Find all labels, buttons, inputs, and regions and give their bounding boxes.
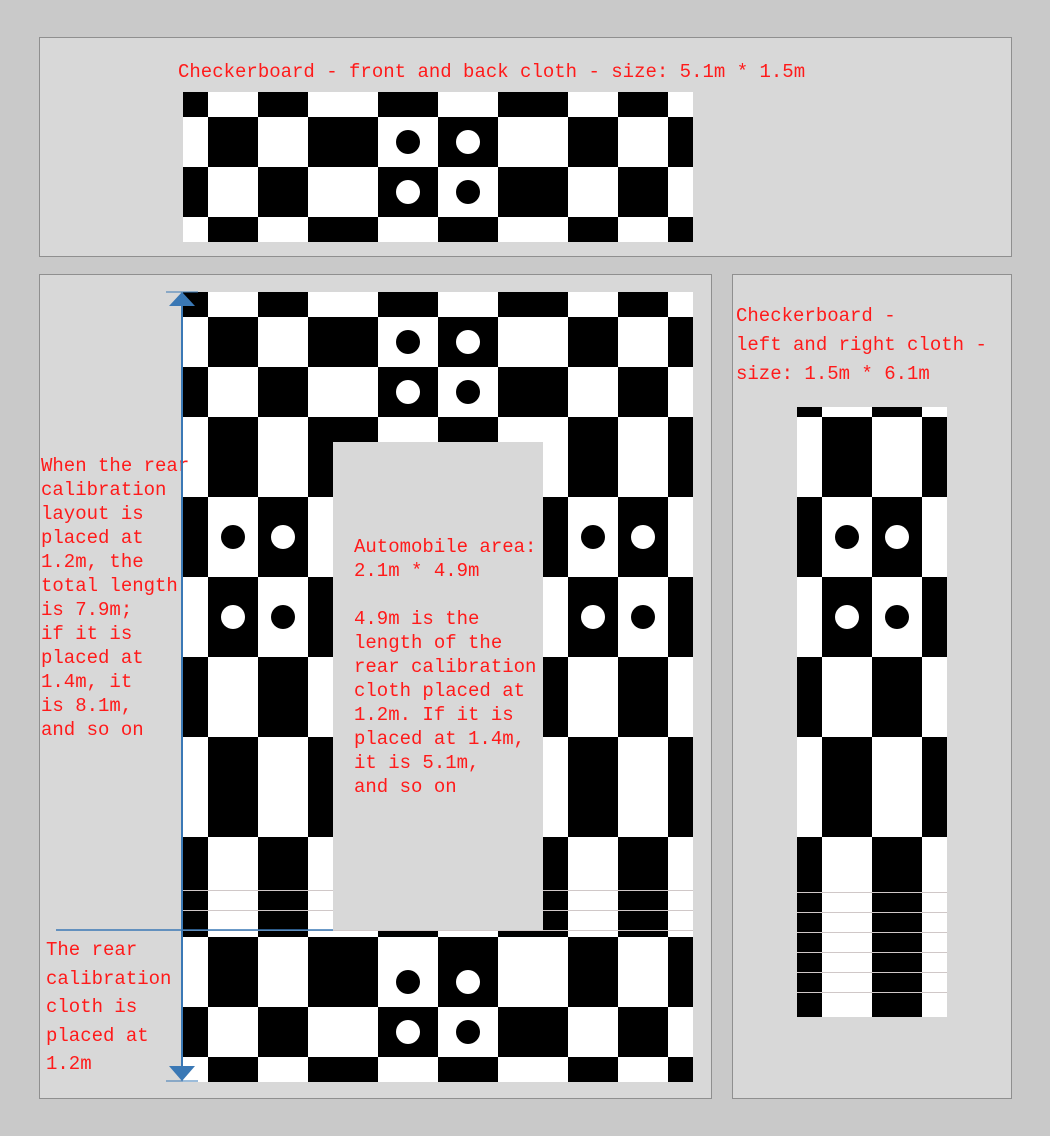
left-right-checkerboard <box>797 407 947 1017</box>
checker-square <box>922 577 947 657</box>
checker-square <box>822 417 872 497</box>
total-length-note: When the rear calibration layout is placed at 1.2m, the total length is 7.9m; if it is placed at 1.4m, it is 8.1m, and so on <box>41 455 190 741</box>
checker-square <box>872 407 922 417</box>
guide-line <box>797 952 947 953</box>
guide-line <box>797 892 947 893</box>
guide-line <box>797 932 947 933</box>
guide-line <box>797 912 947 913</box>
checker-square <box>797 407 822 417</box>
calibration-circle <box>835 525 859 549</box>
checker-square <box>797 837 822 1017</box>
guide-line <box>797 972 947 973</box>
checker-square <box>922 417 947 497</box>
calibration-circle <box>885 605 909 629</box>
checker-square <box>922 737 947 837</box>
rear-cloth-position-note: The rear calibration cloth is placed at 1.2m <box>46 939 172 1075</box>
checker-square <box>872 837 922 1017</box>
calibration-circle <box>885 525 909 549</box>
calibration-circle <box>835 605 859 629</box>
front-back-cloth-title: Checkerboard - front and back cloth - size: 5.1m * 1.5m <box>178 61 806 83</box>
checker-square <box>797 497 822 577</box>
checker-square <box>872 657 922 737</box>
checker-square <box>822 737 872 837</box>
guide-line <box>797 992 947 993</box>
checker-square <box>797 657 822 737</box>
automobile-area-description: 4.9m is the length of the rear calibration cloth placed at 1.2m. If it is placed at 1.4m, it is 5.1m, and so on <box>354 608 537 798</box>
left-right-cloth-title: Checkerboard - left and right cloth - size: 1.5m * 6.1m <box>736 305 987 385</box>
automobile-area-title: Automobile area: 2.1m * 4.9m <box>354 536 537 582</box>
